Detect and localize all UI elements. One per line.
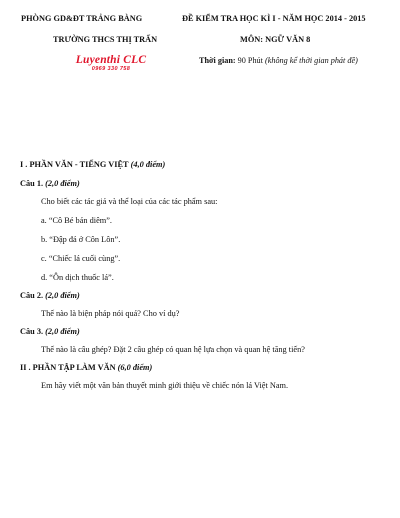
school-name: TRƯỜNG THCS THỊ TRẤN [53,35,158,44]
q1-item: d. “Ôn dịch thuốc lá”. [41,273,114,282]
q2-label: Câu 2. [20,291,44,300]
q1-item: b. “Đập đá ở Côn Lôn”. [41,235,121,244]
q1-item: c. “Chiếc lá cuối cùng”. [41,254,121,263]
q3-points: (2,0 điểm) [45,327,80,336]
part2-points: (6,0 điểm) [117,363,153,372]
part1-points: (4,0 điểm) [130,160,166,169]
part1-heading [20,160,165,169]
q1-points: (2,0 điểm) [45,179,80,188]
part2-heading [20,363,152,372]
exam-duration [199,56,358,65]
q1-label: Câu 1. [20,179,44,188]
brand-logo [72,54,150,73]
part2-title: II . PHẦN TẬP LÀM VĂN [20,363,116,372]
q2-prompt: Thế nào là biện pháp nói quá? Cho ví dụ? [41,309,180,318]
q3-prompt: Thế nào là câu ghép? Đặt 2 câu ghép có quan hệ lựa chọn và quan hệ tăng tiến? [41,345,305,354]
school-department: PHÒNG GD&ĐT TRẢNG BÀNG [21,14,143,23]
q2-heading [20,291,80,300]
exam-title: ĐỀ KIỂM TRA HỌC KÌ I - NĂM HỌC 2014 - 2015 [182,14,366,23]
q2-points: (2,0 điểm) [45,291,80,300]
q3-heading [20,327,80,336]
logo-name: Luyenthi CLC [75,54,147,66]
q1-prompt: Cho biết các tác giả và thể loại của các tác phẩm sau: [41,197,218,206]
part2-prompt: Em hãy viết một văn bản thuyết minh giới thiệu về chiếc nón lá Việt Nam. [41,381,289,390]
q3-label: Câu 3. [20,327,44,336]
part1-title: I . PHẦN VĂN - TIẾNG VIỆT [20,160,129,169]
time-value: 90 Phút [237,56,263,65]
logo-phone: 0969 330 758 [91,66,131,72]
time-note: (không kể thời gian phát đề) [264,56,358,65]
time-label: Thời gian: [199,56,236,65]
subject: MÔN: NGỮ VĂN 8 [240,35,311,44]
q1-heading [20,179,80,188]
q1-item: a. “Cô Bé bán diêm”. [41,216,112,225]
